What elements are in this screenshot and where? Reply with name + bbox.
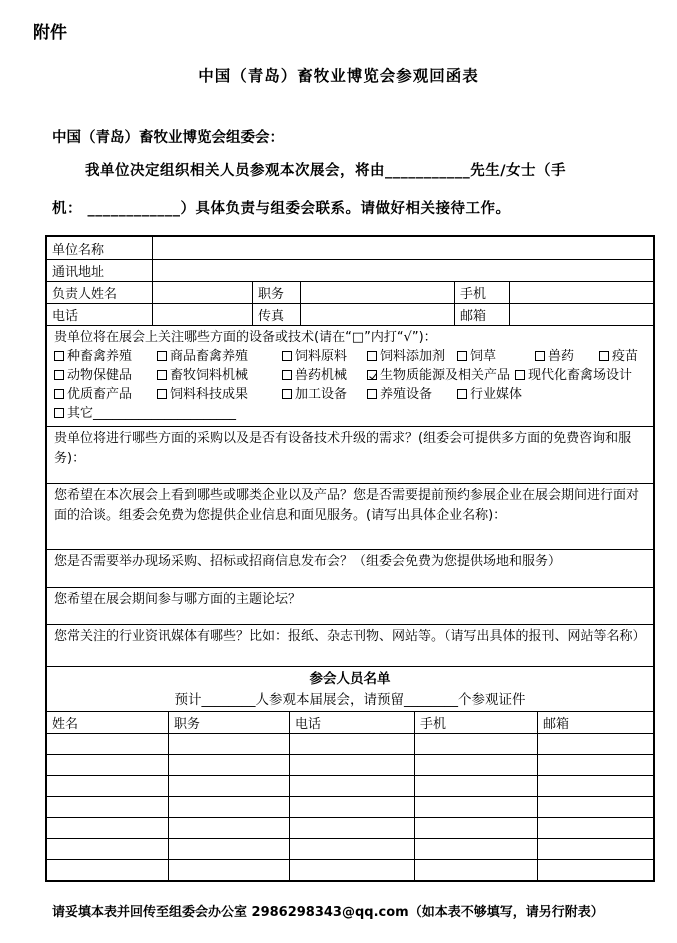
participant-cell[interactable]	[537, 776, 653, 796]
participant-row	[47, 754, 653, 775]
participant-cell[interactable]	[537, 755, 653, 775]
question-media[interactable]: 您常关注的行业资讯媒体有哪些？比如：报纸、杂志刊物、网站等。（请写出具体的报刊、网站等名称）	[47, 624, 653, 666]
participant-cell[interactable]	[289, 818, 414, 838]
participant-cell[interactable]	[414, 839, 537, 859]
participant-cell[interactable]	[47, 734, 168, 754]
focus-line-2	[54, 366, 646, 385]
participant-row	[47, 838, 653, 859]
checkbox-option[interactable]: 饲料科技成果	[157, 385, 282, 404]
participant-col-mobile: 手机	[414, 712, 537, 733]
participant-cell[interactable]	[47, 860, 168, 880]
checkbox-option[interactable]: 兽药机械	[282, 366, 367, 385]
email-label: 邮箱	[454, 304, 509, 325]
participant-row	[47, 733, 653, 754]
checkbox-icon	[515, 370, 525, 380]
focus-line-3	[54, 385, 646, 404]
unit-name-row	[47, 237, 653, 259]
participants-column-headers	[47, 711, 653, 733]
checkbox-option[interactable]: 行业媒体	[457, 385, 646, 404]
participant-cell[interactable]	[537, 860, 653, 880]
checkbox-option[interactable]: 兽药	[535, 347, 599, 366]
participant-row	[47, 859, 653, 880]
focus-header: 贵单位将在展会上关注哪些方面的设备或技术(请在“□”内打“√”)：	[54, 330, 437, 345]
checkbox-icon	[282, 389, 292, 399]
unit-name-field[interactable]	[152, 237, 653, 259]
participant-cell[interactable]	[289, 776, 414, 796]
focus-section	[47, 325, 653, 426]
salutation: 中国（青岛）畜牧业博览会组委会：	[52, 130, 284, 146]
participant-row	[47, 775, 653, 796]
checkbox-icon	[535, 351, 545, 361]
checkbox-option[interactable]: 饲料原料	[282, 347, 367, 366]
checkbox-option[interactable]: 商品畜禽养殖	[157, 347, 282, 366]
participant-cell[interactable]	[289, 860, 414, 880]
contact-row-2	[47, 303, 653, 325]
checkbox-option[interactable]: 疫苗	[599, 347, 646, 366]
checkbox-icon	[367, 389, 377, 399]
participant-row	[47, 796, 653, 817]
participants-title: 参会人员名单	[309, 671, 391, 687]
checkbox-option-other[interactable]: 其它______________________	[54, 404, 236, 423]
checkbox-icon	[157, 370, 167, 380]
contact-mobile-label: 手机	[454, 282, 509, 303]
participant-col-title: 职务	[168, 712, 289, 733]
participant-cell[interactable]	[414, 755, 537, 775]
fax-field[interactable]	[300, 304, 454, 325]
checkbox-icon	[54, 389, 64, 399]
checkbox-option[interactable]: 畜牧饲料机械	[157, 366, 282, 385]
address-field[interactable]	[152, 260, 653, 281]
unit-name-label: 单位名称	[52, 242, 105, 258]
contact-name-field[interactable]	[152, 282, 252, 303]
question-forum[interactable]: 您希望在展会期间参与哪方面的主题论坛？	[47, 587, 653, 624]
contact-name-label: 负责人姓名	[52, 287, 118, 302]
participant-cell[interactable]	[537, 818, 653, 838]
participant-cell[interactable]	[47, 755, 168, 775]
checkbox-icon	[157, 389, 167, 399]
question-procurement[interactable]: 贵单位将进行哪些方面的采购以及是否有设备技术升级的需求？(组委会可提供多方面的免费咨询和服务)：	[47, 426, 653, 483]
participant-cell[interactable]	[414, 860, 537, 880]
checkbox-option[interactable]: 生物质能源及相关产品	[367, 366, 515, 385]
participant-cell[interactable]	[537, 797, 653, 817]
participant-cell[interactable]	[289, 797, 414, 817]
contact-row-1	[47, 281, 653, 303]
checkbox-option[interactable]: 现代化畜禽场设计	[515, 366, 646, 385]
intro-line-1: 我单位决定组织相关人员参观本次展会，将由___________先生/女士（手	[85, 163, 567, 179]
checkbox-icon	[367, 370, 377, 380]
participant-cell[interactable]	[537, 839, 653, 859]
contact-title-field[interactable]	[300, 282, 454, 303]
intro-line-2: 机： ____________）具体负责与组委会联系。请做好相关接待工作。	[52, 201, 511, 217]
footer-note: 请妥填本表并回传至组委会办公室 2986298343@qq.com（如本表不够填写，请另行附表）	[52, 905, 604, 920]
address-label: 通讯地址	[52, 265, 105, 280]
participant-cell[interactable]	[289, 839, 414, 859]
participant-col-name: 姓名	[52, 717, 79, 732]
checkbox-icon	[54, 351, 64, 361]
focus-line-other	[54, 404, 646, 423]
checkbox-icon	[457, 351, 467, 361]
participant-cell[interactable]	[414, 734, 537, 754]
checkbox-icon	[457, 389, 467, 399]
participant-cell[interactable]	[47, 818, 168, 838]
checkbox-icon	[367, 351, 377, 361]
participant-cell[interactable]	[414, 818, 537, 838]
attachment-label: 附件	[33, 23, 67, 43]
participant-cell[interactable]	[289, 755, 414, 775]
participant-cell[interactable]	[168, 860, 289, 880]
fax-label: 传真	[252, 304, 300, 325]
contact-title-label: 职务	[252, 282, 300, 303]
checkbox-icon	[599, 351, 609, 361]
other-blank-line[interactable]: ______________________	[93, 406, 237, 421]
checkbox-option[interactable]: 动物保健品	[54, 366, 157, 385]
phone-field[interactable]	[152, 304, 252, 325]
phone-label: 电话	[52, 309, 79, 324]
participant-col-email: 邮箱	[537, 712, 653, 733]
checkbox-icon	[54, 370, 64, 380]
checkbox-option[interactable]: 养殖设备	[367, 385, 457, 404]
focus-line-1	[54, 347, 646, 366]
checkbox-icon	[282, 370, 292, 380]
address-row	[47, 259, 653, 281]
participant-cell[interactable]	[414, 776, 537, 796]
email-field[interactable]	[509, 304, 653, 325]
question-press-conference[interactable]: 您是否需要举办现场采购、招标或招商信息发布会？（组委会免费为您提供场地和服务）	[47, 549, 653, 587]
participant-cell[interactable]	[168, 734, 289, 754]
participants-note: 预计________人参观本届展会，请预留________个参观证件	[174, 692, 526, 708]
participant-cell[interactable]	[537, 734, 653, 754]
participant-cell[interactable]	[47, 797, 168, 817]
checkbox-option[interactable]: 饲料添加剂	[367, 347, 457, 366]
participant-cell[interactable]	[414, 797, 537, 817]
page-title: 中国（青岛）畜牧业博览会参观回函表	[198, 67, 479, 85]
checkbox-icon	[157, 351, 167, 361]
participant-row	[47, 817, 653, 838]
checkbox-option[interactable]: 饲草	[457, 347, 535, 366]
participant-cell[interactable]	[289, 734, 414, 754]
checkbox-option[interactable]: 加工设备	[282, 385, 367, 404]
participant-cell[interactable]	[168, 776, 289, 796]
checkbox-option[interactable]: 种畜禽养殖	[54, 347, 157, 366]
reply-form-table	[45, 235, 655, 882]
participant-cell[interactable]	[47, 839, 168, 859]
checkbox-icon	[54, 408, 64, 418]
participant-cell[interactable]	[47, 776, 168, 796]
participant-cell[interactable]	[168, 818, 289, 838]
question-companies[interactable]: 您希望在本次展会上看到哪些或哪类企业以及产品？您是否需要提前预约参展企业在展会期间进行面对面的洽谈。组委会免费为您提供企业信息和面见服务。(请写出具体企业名称)：	[47, 483, 653, 549]
checkbox-icon	[282, 351, 292, 361]
checkbox-option[interactable]: 优质畜产品	[54, 385, 157, 404]
contact-mobile-field[interactable]	[509, 282, 653, 303]
participant-cell[interactable]	[168, 839, 289, 859]
participants-header-section	[47, 666, 653, 711]
participant-cell[interactable]	[168, 755, 289, 775]
participant-cell[interactable]	[168, 797, 289, 817]
participant-col-phone: 电话	[289, 712, 414, 733]
